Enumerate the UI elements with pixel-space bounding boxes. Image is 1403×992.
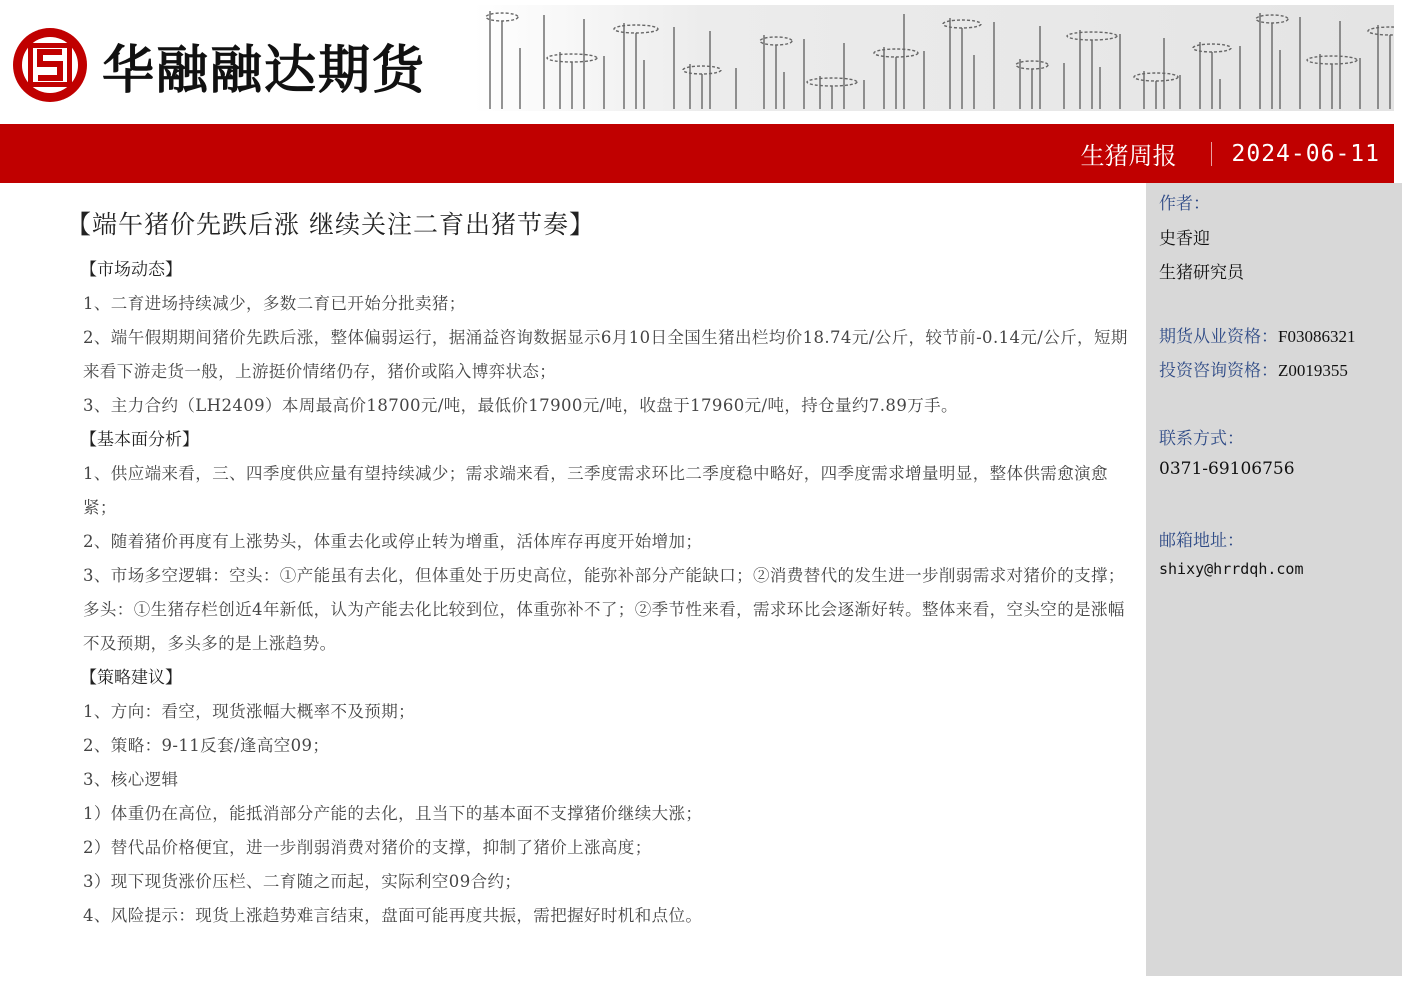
section-heading-fundamentals: 【基本面分析】 [80, 430, 199, 450]
futures-cert [1159, 322, 1355, 347]
report-type: 生猪周报 [1080, 142, 1177, 170]
company-name: 华融融达期货 [102, 40, 427, 101]
company-logo-icon [10, 25, 90, 105]
paragraph: 3、主力合约（LH2409）本周最高价18700元/吨，最低价17900元/吨，收盘于17960元/吨，持仓量约7.89万手。 [83, 396, 958, 415]
paragraph: 2、策略：9-11反套/逢高空09； [83, 736, 330, 755]
advisory-cert [1159, 356, 1348, 381]
paragraph: 1、方向：看空，现货涨幅大概率不及预期； [83, 702, 415, 721]
article [66, 205, 1136, 933]
author-title: 生猪研究员 [1159, 263, 1244, 283]
contact-label: 联系方式： [1159, 429, 1244, 449]
paragraph: 2、随着猪价再度有上涨势头，体重去化或停止转为增重，活体库存再度开始增加； [83, 532, 703, 551]
report-header-bar [0, 124, 1394, 183]
paragraph: 3、市场多空逻辑：空头：①产能虽有去化，但体重处于历史高位，能弥补部分产能缺口；②消费替代的发生进一步削弱需求对猪价的支撑；多头：①生猪存栏创近4年新低，认为产能去化比较到位，体重弥补不了；②季节性来看，需求环比会逐渐好转。整体来看，空头空的是涨幅不及预期，多头多的是上涨趋势。 [83, 566, 1125, 653]
paragraph: 1、二育进场持续减少，多数二育已开始分批卖猪； [83, 294, 466, 313]
article-title: 【端午猪价先跌后涨 继续关注二育出猪节奏】 [66, 210, 595, 239]
section-heading-market: 【市场动态】 [80, 260, 182, 280]
author-name: 史香迎 [1159, 229, 1210, 249]
paragraph: 2、端午假期期间猪价先跌后涨，整体偏弱运行，据涌益咨询数据显示6月10日全国生猪出栏均价18.74元/公斤，较节前-0.14元/公斤，短期来看下游走货一般，上游挺价情绪仍存，猪价或陷入博弈状态； [83, 328, 1128, 381]
paragraph: 1）体重仍在高位，能抵消部分产能的去化，且当下的基本面不支撑猪价继续大涨； [83, 804, 703, 823]
header-banner-graphic [474, 5, 1394, 111]
report-date: 2024-06-11 [1231, 140, 1380, 167]
advisory-cert-value: Z0019355 [1278, 361, 1348, 380]
company-logo [10, 25, 426, 105]
email-label: 邮箱地址： [1159, 531, 1244, 551]
paragraph: 1、供应端来看，三、四季度供应量有望持续减少；需求端来看，三季度需求环比二季度稳中略好，四季度需求增量明显，整体供需愈演愈紧； [83, 464, 1108, 517]
paragraph: 3、核心逻辑 [83, 770, 179, 789]
author-label: 作者： [1159, 194, 1210, 214]
email-link[interactable]: shixy@hrrdqh.com [1159, 560, 1304, 578]
section-heading-strategy: 【策略建议】 [80, 668, 182, 688]
paragraph: 4、风险提示：现货上涨趋势难言结束，盘面可能再度共振，需把握好时机和点位。 [83, 906, 703, 925]
futures-cert-label: 期货从业资格： [1159, 327, 1278, 347]
contact-phone: 0371-69106756 [1159, 459, 1295, 479]
paragraph: 3）现下现货涨价压栏、二育随之而起，实际利空09合约； [83, 872, 522, 891]
author-sidebar [1146, 183, 1402, 976]
paragraph: 2）替代品价格便宜，进一步削弱消费对猪价的支撑，抑制了猪价上涨高度； [83, 838, 652, 857]
header-divider [1211, 142, 1212, 166]
futures-cert-value: F03086321 [1278, 327, 1356, 346]
advisory-cert-label: 投资咨询资格： [1159, 361, 1278, 381]
